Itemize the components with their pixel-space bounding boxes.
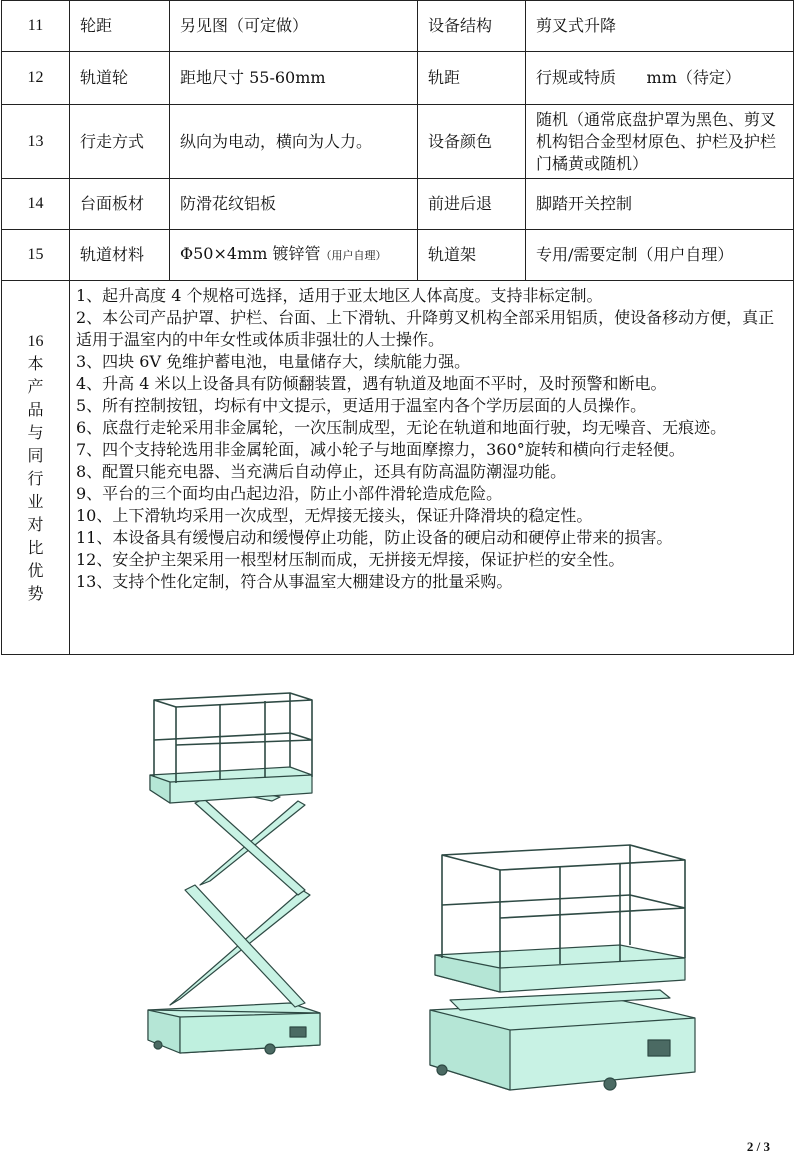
row-value: 纵向为电动，横向为人力。 — [170, 105, 418, 179]
row-label: 轨道材料 — [70, 230, 170, 281]
label-char: 业 — [27, 493, 44, 511]
row-value: 专用/需要定制（用户自理） — [526, 230, 794, 281]
row-label: 轨道轮 — [70, 52, 170, 105]
row-value: 行规或特质 mm（待定） — [526, 52, 794, 105]
list-item: 7、四个支持轮选用非金属轮面，减小轮子与地面摩擦力，360°旋转和横向行走轻便。 — [76, 440, 685, 459]
row-value: 距地尺寸 55-60mm — [170, 52, 418, 105]
row-label: 行走方式 — [70, 105, 170, 179]
row-number: 11 — [2, 1, 70, 52]
row-label: 轨道架 — [418, 230, 526, 281]
rail-material-text: Φ50×4mm 镀锌管 — [180, 244, 321, 263]
label-char: 势 — [27, 585, 44, 603]
row-label: 台面板材 — [70, 179, 170, 230]
table-row — [2, 1, 794, 52]
list-item: 5、所有控制按钮，均标有中文提示，更适用于温室内各个学历层面的人员操作。 — [76, 396, 647, 415]
advantages-list — [70, 281, 794, 655]
list-item: 9、平台的三个面均由凸起边沿，防止小部件滑轮造成危险。 — [76, 484, 503, 503]
row-number: 16 — [27, 332, 44, 350]
row-value: 另见图（可定做） — [170, 1, 418, 52]
row-value: 脚踏开关控制 — [526, 179, 794, 230]
raised-scissor-lift-drawing — [140, 685, 340, 1070]
list-item: 1、起升高度 4 个规格可选择，适用于亚太地区人体高度。支持非标定制。 — [76, 286, 603, 305]
table-row-advantages — [2, 281, 794, 655]
list-item: 4、升高 4 米以上设备具有防倾翻装置，遇有轨道及地面不平时，及时预警和断电。 — [76, 374, 667, 393]
row-value: 随机（通常底盘护罩为黑色、剪叉机构铝合金型材原色、护栏及护栏门橘黄或随机） — [526, 105, 794, 179]
table-row — [2, 105, 794, 179]
list-item: 3、四块 6V 免维护蓄电池，电量储存大，续航能力强。 — [76, 352, 471, 371]
table-row — [2, 179, 794, 230]
row-value — [170, 230, 418, 281]
row-number: 13 — [2, 105, 70, 179]
row-label: 设备颜色 — [418, 105, 526, 179]
list-item: 8、配置只能充电器、当充满后自动停止，还具有防高温防潮湿功能。 — [76, 462, 567, 481]
label-char: 本 — [27, 355, 44, 373]
list-item: 10、上下滑轨均采用一次成型，无焊接无接头，保证升降滑块的稳定性。 — [76, 506, 593, 525]
list-item: 13、支持个性化定制，符合从事温室大棚建设方的批量采购。 — [76, 572, 513, 591]
row-number: 15 — [2, 230, 70, 281]
list-item: 11、本设备具有缓慢启动和缓慢停止功能，防止设备的硬启动和硬停止带来的损害。 — [76, 528, 673, 547]
table-row — [2, 52, 794, 105]
label-char: 同 — [27, 447, 44, 465]
row-label: 轨距 — [418, 52, 526, 105]
label-char: 与 — [27, 424, 44, 442]
label-char: 对 — [27, 516, 44, 534]
row-value: 剪叉式升降 — [526, 1, 794, 52]
label-char: 行 — [27, 470, 44, 488]
row-number: 14 — [2, 179, 70, 230]
page-number: 2 / 3 — [746, 1139, 770, 1154]
label-char: 优 — [27, 562, 44, 580]
table-row — [2, 230, 794, 281]
list-item: 2、本公司产品护罩、护栏、台面、上下滑轨、升降剪叉机构全部采用铝质，使设备移动方便，真正适用于温室内的中年女性或体质非强壮的人士操作。 — [76, 308, 775, 349]
advantages-label-cell — [2, 281, 70, 655]
label-char: 比 — [27, 539, 44, 557]
row-value: 防滑花纹铝板 — [170, 179, 418, 230]
row-label: 设备结构 — [418, 1, 526, 52]
row-label: 轮距 — [70, 1, 170, 52]
label-char: 品 — [27, 401, 44, 419]
rail-material-note: （用户自理） — [320, 249, 387, 262]
label-char: 产 — [27, 378, 44, 396]
lowered-scissor-lift-drawing — [420, 840, 710, 1095]
row-label: 前进后退 — [418, 179, 526, 230]
row-number: 12 — [2, 52, 70, 105]
spec-table — [1, 0, 794, 655]
list-item: 6、底盘行走轮采用非金属轮，一次压制成型，无论在轨道和地面行驶，均无噪音、无痕迹。 — [76, 418, 727, 437]
list-item: 12、安全护主架采用一根型材压制而成，无拼接无焊接，保证护栏的安全性。 — [76, 550, 625, 569]
